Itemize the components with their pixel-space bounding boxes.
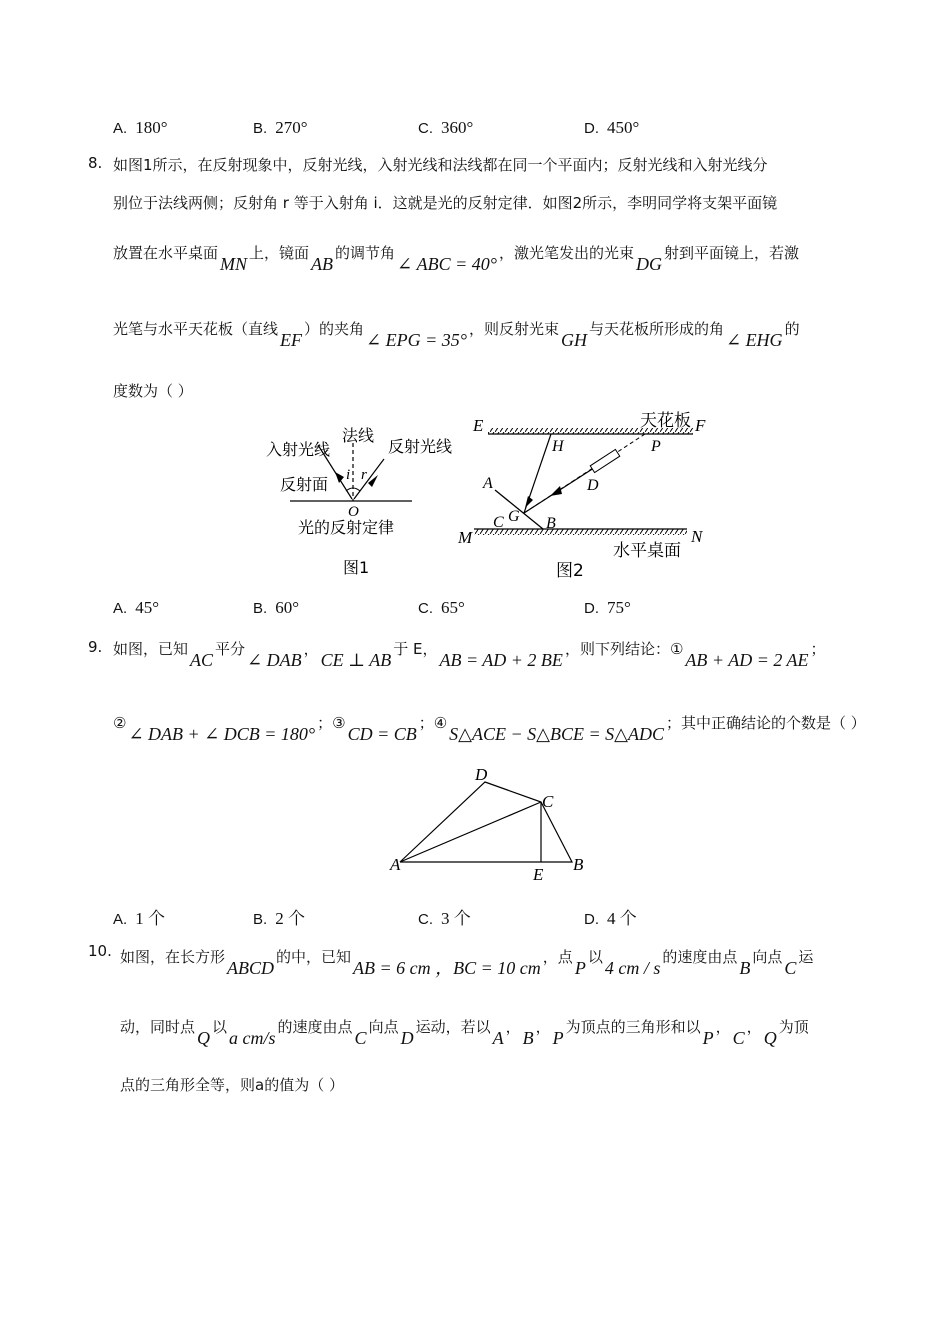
label-b: B <box>573 855 584 874</box>
text-run: 平分 <box>215 640 246 658</box>
text-run: ；其中正确结论的个数是（ ） <box>666 714 866 732</box>
label-normal: 法线 <box>342 426 375 445</box>
math-expression: 4 cm / s <box>604 958 661 978</box>
math-expression: P <box>552 1028 564 1048</box>
math-expression: C <box>732 1028 745 1048</box>
math-expression: P <box>702 1028 714 1048</box>
text-run: 的 <box>784 320 800 338</box>
math-expression: AB = 6 cm ，BC = 10 cm <box>353 958 541 978</box>
text-run: 与天花板所形成的角 <box>588 320 724 338</box>
math-expression: ∠ ABC = 40° <box>397 254 497 274</box>
figure-2-mirror-setup <box>450 408 720 588</box>
label-incident: 入射光线 <box>266 440 331 459</box>
text-run: 运动，若以 <box>415 1018 491 1036</box>
label-d: D <box>587 477 599 494</box>
text-run: 以 <box>212 1018 228 1036</box>
q9-line-1 <box>113 638 826 670</box>
text-run: ，则反射光束 <box>468 320 559 338</box>
text-run: ， <box>303 640 319 658</box>
text-run: ， <box>715 1018 731 1036</box>
math-expression: B <box>522 1028 534 1048</box>
label-i: i <box>346 467 351 483</box>
math-expression: A <box>492 1028 504 1048</box>
text-run: 的中，已知 <box>276 948 352 966</box>
q10-number: 10. <box>88 942 112 960</box>
q9-option-d[interactable]: D. 4 个 <box>584 909 637 928</box>
math-expression: GH <box>560 330 587 350</box>
math-expression: ABCD <box>227 958 275 978</box>
label-e: E <box>473 416 484 435</box>
text-run: 向点 <box>752 948 783 966</box>
q8-option-a[interactable]: A. 45° <box>113 598 159 617</box>
text-run: 的调节角 <box>335 244 396 262</box>
label-c: C <box>493 514 504 531</box>
text-run: ）的夹角 <box>304 320 365 338</box>
text-run: ， <box>505 1018 521 1036</box>
q9-option-a[interactable]: A. 1 个 <box>113 909 165 928</box>
laser-pen <box>590 449 620 472</box>
label-c: C <box>542 792 554 811</box>
figure-1-reflection-law <box>260 415 475 585</box>
text-run: 如图，已知 <box>113 640 189 658</box>
label-e: E <box>533 865 544 884</box>
text-run: 的速度由点 <box>662 948 738 966</box>
q8-option-c[interactable]: C. 65° <box>418 598 465 617</box>
label-fig2: 图2 <box>556 561 584 581</box>
label-ceiling: 天花板 <box>640 411 691 431</box>
text-run: 的速度由点 <box>277 1018 353 1036</box>
text-run: 为顶 <box>778 1018 809 1036</box>
q8-option-b[interactable]: B. 60° <box>253 598 299 617</box>
label-r: r <box>361 467 367 483</box>
q9-line-2 <box>113 712 866 744</box>
math-expression: AB = AD + 2 BE <box>439 650 563 670</box>
math-expression: MN <box>220 254 248 274</box>
label-d: D <box>475 765 488 784</box>
text-run: ； <box>810 640 826 658</box>
q9-option-c[interactable]: C. 3 个 <box>418 909 471 928</box>
label-f: F <box>695 416 706 435</box>
q10-line-1 <box>120 942 814 978</box>
label-reflected: 反射光线 <box>388 437 453 456</box>
text-run: 以 <box>587 948 603 966</box>
label-caption: 光的反射定律 <box>298 518 395 537</box>
math-expression: S△ACE − S△BCE = S△ADC <box>449 724 664 744</box>
text-run: 运 <box>798 948 814 966</box>
beam-arrow <box>550 486 562 496</box>
label-p: P <box>651 438 661 455</box>
line-ac <box>400 802 541 862</box>
q10-line-3: 点的三角形全等，则a的值为（ ） <box>120 1076 344 1094</box>
q8-line-3 <box>113 242 800 274</box>
math-expression: ∠ EHG <box>725 330 783 350</box>
q7-option-d[interactable]: D. 450° <box>584 118 640 137</box>
math-expression: C <box>784 958 797 978</box>
text-run: 射到平面镜上，若激 <box>664 244 800 262</box>
math-expression: ∠ DAB <box>247 650 302 670</box>
q8-line-2: 别位于法线两侧；反射角 r 等于入射角 i．这就是光的反射定律．如图2所示，李明同学将支架平面镜 <box>113 194 778 212</box>
math-expression: ∠ EPG = 35° <box>366 330 467 350</box>
text-run: 动，同时点 <box>120 1018 196 1036</box>
math-expression: B <box>739 958 751 978</box>
text-run: ， <box>535 1018 551 1036</box>
label-table: 水平桌面 <box>613 541 681 561</box>
math-expression: P <box>574 958 586 978</box>
math-expression: EF <box>280 330 303 350</box>
math-expression: CD = CB <box>347 724 417 744</box>
reflected-arrow <box>368 475 378 487</box>
label-a: A <box>390 855 401 874</box>
label-fig1: 图1 <box>343 558 370 577</box>
math-expression: CE ⊥ AB <box>320 650 392 670</box>
reflect-arrow <box>525 496 533 508</box>
q8-line-1: 如图1所示，在反射现象中，反射光线，入射光线和法线都在同一个平面内；反射光线和入射光线分 <box>113 156 768 174</box>
math-expression: C <box>354 1028 367 1048</box>
text-run: ；③ <box>317 714 346 732</box>
label-m: M <box>458 528 473 547</box>
table-hatch <box>474 529 687 535</box>
q8-number: 8. <box>88 154 103 172</box>
text-run: 上，镜面 <box>249 244 310 262</box>
text-run: ，点 <box>542 948 573 966</box>
figure-q9-quadrilateral <box>385 760 595 885</box>
q7-option-b[interactable]: B. 270° <box>253 118 308 137</box>
label-n: N <box>691 527 703 546</box>
q7-option-c[interactable]: C. 360° <box>418 118 474 137</box>
q8-line-5: 度数为（ ） <box>113 382 193 400</box>
label-a: A <box>483 475 493 492</box>
math-expression: ∠ DAB + ∠ DCB = 180° <box>128 724 316 744</box>
math-expression: AB <box>311 254 334 274</box>
label-surface: 反射面 <box>280 475 329 494</box>
label-h: H <box>552 438 564 455</box>
text-run: 为顶点的三角形和以 <box>565 1018 701 1036</box>
q8-option-d[interactable]: D. 75° <box>584 598 631 617</box>
reflected-ray <box>354 459 384 499</box>
text-run: ② <box>113 714 127 732</box>
math-expression: D <box>400 1028 414 1048</box>
angle-arc <box>346 488 360 491</box>
text-run: 光笔与水平天花板（直线 <box>113 320 279 338</box>
math-expression: Q <box>763 1028 777 1048</box>
text-run: 向点 <box>368 1018 399 1036</box>
incident-arrow <box>335 472 344 483</box>
math-expression: a cm/s <box>229 1028 276 1048</box>
q9-option-b[interactable]: B. 2 个 <box>253 909 305 928</box>
q10-line-2 <box>120 1016 809 1048</box>
math-expression: DG <box>636 254 662 274</box>
q8-line-4 <box>113 318 800 350</box>
text-run: ，激光笔发出的光束 <box>498 244 634 262</box>
label-o: O <box>348 504 359 520</box>
label-g: G <box>508 508 520 525</box>
math-expression: AB + AD = 2 AE <box>685 650 809 670</box>
text-run: ， <box>746 1018 762 1036</box>
text-run: ，则下列结论：① <box>564 640 684 658</box>
math-expression: Q <box>197 1028 211 1048</box>
label-b: B <box>546 515 556 532</box>
text-run: ；④ <box>418 714 448 732</box>
q7-option-a[interactable]: A. 180° <box>113 118 168 137</box>
math-expression: AC <box>190 650 214 670</box>
text-run: 如图，在长方形 <box>120 948 226 966</box>
text-run: 放置在水平桌面 <box>113 244 219 262</box>
q9-number: 9. <box>88 638 103 656</box>
text-run: 于 E， <box>393 640 438 658</box>
